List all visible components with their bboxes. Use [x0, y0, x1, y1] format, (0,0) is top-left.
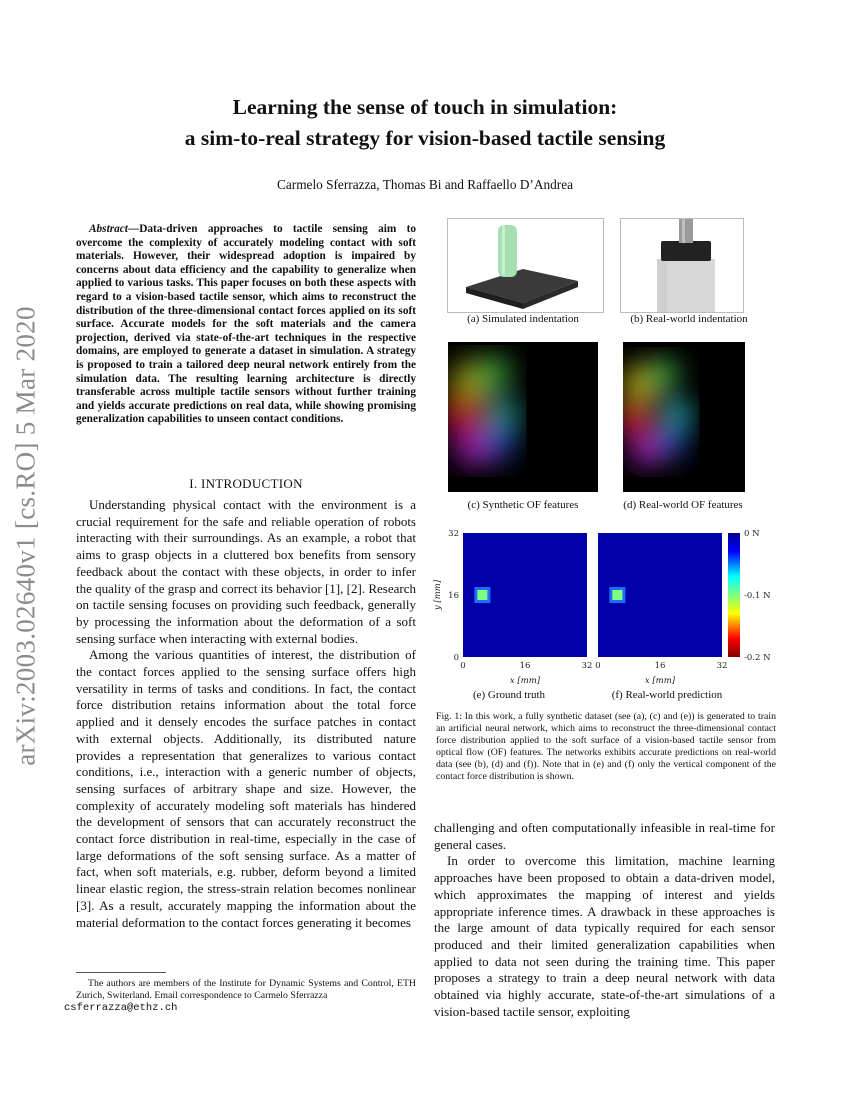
intro-paragraph-1: Understanding physical contact with the environment is a crucial requirement for the safe and reliable operation of robots interacting with their surroundings. As an example, a robot that aims to grasp objects in a cluttered box benefits from sensory feedback about the contact with these objects, in order to infer the quality of the grasp and correct its behavior [1], [2]. Research on tactile sensing focuses on providing such feedback, generally by processing the information about the deformation of a soft sensing surface when interacting with external bodies.	[76, 497, 416, 646]
title-line-2: a sim-to-real strategy for vision-based tactile sensing	[184, 126, 666, 150]
colorbar	[728, 533, 740, 657]
section-heading	[76, 476, 416, 492]
real-indentation-image	[621, 219, 743, 312]
footnote-email: csferrazza@ethz.ch	[64, 1002, 178, 1014]
real-prediction-x-label: x [mm]	[644, 676, 676, 686]
subcaption-c: (c) Synthetic OF features	[467, 499, 579, 511]
ground-truth-contact-peak	[477, 590, 487, 600]
y-tick: 16	[448, 591, 459, 601]
paper-title	[0, 92, 850, 154]
abstract: Abstract—Data-driven approaches to tactile sensing aim to overcome the complexity of accurately modeling contact with soft materials. However, their widespread adoption is impaired by concerns about data efficiency and the capability to generalize when applied to various tasks. This paper focuses on both these aspects with regard to a vision-based tactile sensor, which aims to reconstruct the distribution of the three-dimensional contact forces applied on its soft surface. Accurate models for the soft materials and the camera projection, derived via state-of-the-art techniques in the respective domains, are employed to generate a dataset in simulation. A strategy is proposed to train a tailored deep neural network entirely from the simulation data. The resulting learning architecture is directly transferable across multiple tactile sensors without further training and yields accurate predictions on real data, while showing promising generalization capabilities to unseen contact conditions.	[76, 223, 416, 426]
subcaption-e: (e) Ground truth	[472, 689, 546, 701]
y-tick: 0	[453, 653, 459, 663]
intro-paragraph-2: Among the various quantities of interest, the distribution of the contact forces applied to the sensing surface offers high versatility in terms of tasks and conditions. In fact, the contact force distribution retains information about the total force applied and it densely encodes the surface patches in contact with external objects. Additionally, its distributed nature provides a representation that generalizes to various contact conditions, i.e., interaction with a generic number of objects, sensing surfaces of arbitrary shape and size. However, the complexity of accurately modeling soft materials has hindered the development of sensors that can accurately reconstruct the contact force distribution in real-time, especially in the case of large deformations of the soft sensing surface. As a matter of fact, when soft materials, e.g. rubber, deform beyond a limited linear elastic region, the stress-strain relation becomes nonlinear [3]. As a result, accurately mapping the information about the material deformation to the contact forces generating it becomes	[76, 647, 416, 930]
real-of-image	[623, 342, 745, 492]
figure-panel-b	[620, 218, 744, 313]
intro-column-1	[76, 497, 416, 931]
section-heading-text: I. INTRODUCTION	[189, 476, 303, 491]
real-prediction-x-tick: 16	[654, 661, 666, 671]
title-line-1: Learning the sense of touch in simulation:	[232, 95, 618, 119]
figure-caption: Fig. 1: In this work, a fully synthetic dataset (see (a), (c) and (e)) is generated to train an artificial neural network, which aims to reconstruct the three-dimensional contact force distribution applied to the soft surface of a vision-based tactile sensor from optical flow (OF) features. The networks exhibits accurate predictions on real-world data (see (b), (d) and (f)). Note that in (e) and (f) only the vertical component of the contact force distribution is shown.	[436, 711, 776, 782]
y-label: y [mm]	[433, 579, 443, 611]
colorbar-label: -0.1 N	[744, 591, 771, 601]
real-prediction-x-tick: 32	[716, 661, 728, 671]
footnote-rule	[76, 972, 166, 973]
ground-truth-x-label: x [mm]	[509, 676, 541, 686]
y-tick: 32	[448, 529, 459, 539]
figure-panel-c	[448, 342, 598, 492]
ground-truth-x-tick: 0	[460, 661, 466, 671]
ground-truth-x-tick: 16	[519, 661, 531, 671]
arxiv-stamp-text: arXiv:2003.02640v1 [cs.RO] 5 Mar 2020	[10, 306, 41, 766]
figure-panel-d	[623, 342, 745, 492]
subcaption-a: (a) Simulated indentation	[467, 313, 579, 325]
col2-paragraph-1: challenging and often computationally infeasible in real-time for general cases.	[434, 820, 775, 852]
subcaption-b: (b) Real-world indentation	[630, 313, 748, 325]
synthetic-of-image	[448, 342, 598, 492]
real-prediction-contact-peak	[612, 590, 622, 600]
authors: Carmelo Sferrazza, Thomas Bi and Raffaello D’Andrea	[277, 177, 573, 192]
footnote	[64, 978, 416, 1014]
colorbar-label: -0.2 N	[744, 653, 771, 663]
simulated-indentation-image	[448, 219, 603, 312]
intro-column-2	[434, 820, 775, 1020]
force-heatmap-chart	[430, 525, 790, 707]
footnote-text: The authors are members of the Institute for Dynamic Systems and Control, ETH Zurich, Switerland. Email correspondence to Carmelo Sferrazza	[76, 978, 416, 1001]
colorbar-label: 0 N	[744, 529, 760, 539]
abstract-label: Abstract	[89, 223, 128, 235]
subcaption-d: (d) Real-world OF features	[623, 499, 743, 511]
ground-truth-x-tick: 32	[581, 661, 593, 671]
subcaption-f: (f) Real-world prediction	[611, 689, 723, 701]
real-prediction-x-tick: 0	[595, 661, 601, 671]
col2-paragraph-2: In order to overcome this limitation, machine learning approaches have been proposed to obtain a data-driven model, which approximates the mapping of interest and yields appropriate inference times. A drawback in these approaches is the large amount of data typically required for each sensor produced and their limited generalization capabilities when applied to data not seen during the training time. This paper proposes a strategy to train a deep neural network with data obtained via highly accurate, state-of-the-art simulations of a vision-based tactile sensor, exploiting	[434, 853, 775, 1019]
figure-panel-a	[447, 218, 604, 313]
abstract-text: Data-driven approaches to tactile sensing aim to overcome the complexity of accurately modeling contact with soft materials. However, their widespread adoption is impaired by concerns about data efficiency and the capability to generalize when applied to various tasks. This paper focuses on both these aspects with regard to a vision-based tactile sensor, which aims to reconstruct the distribution of the three-dimensional contact forces applied on its soft surface. Accurate models for the soft materials and the camera projection, derived via state-of-the-art techniques in the respective domains, are employed to generate a dataset in simulation. A strategy is proposed to train a tailored deep neural network entirely from the simulation data. The resulting learning architecture is directly transferable across multiple tactile sensors without further training and yields accurate predictions on real data, while showing promising generalization capabilities to unseen contact conditions.	[76, 223, 416, 426]
